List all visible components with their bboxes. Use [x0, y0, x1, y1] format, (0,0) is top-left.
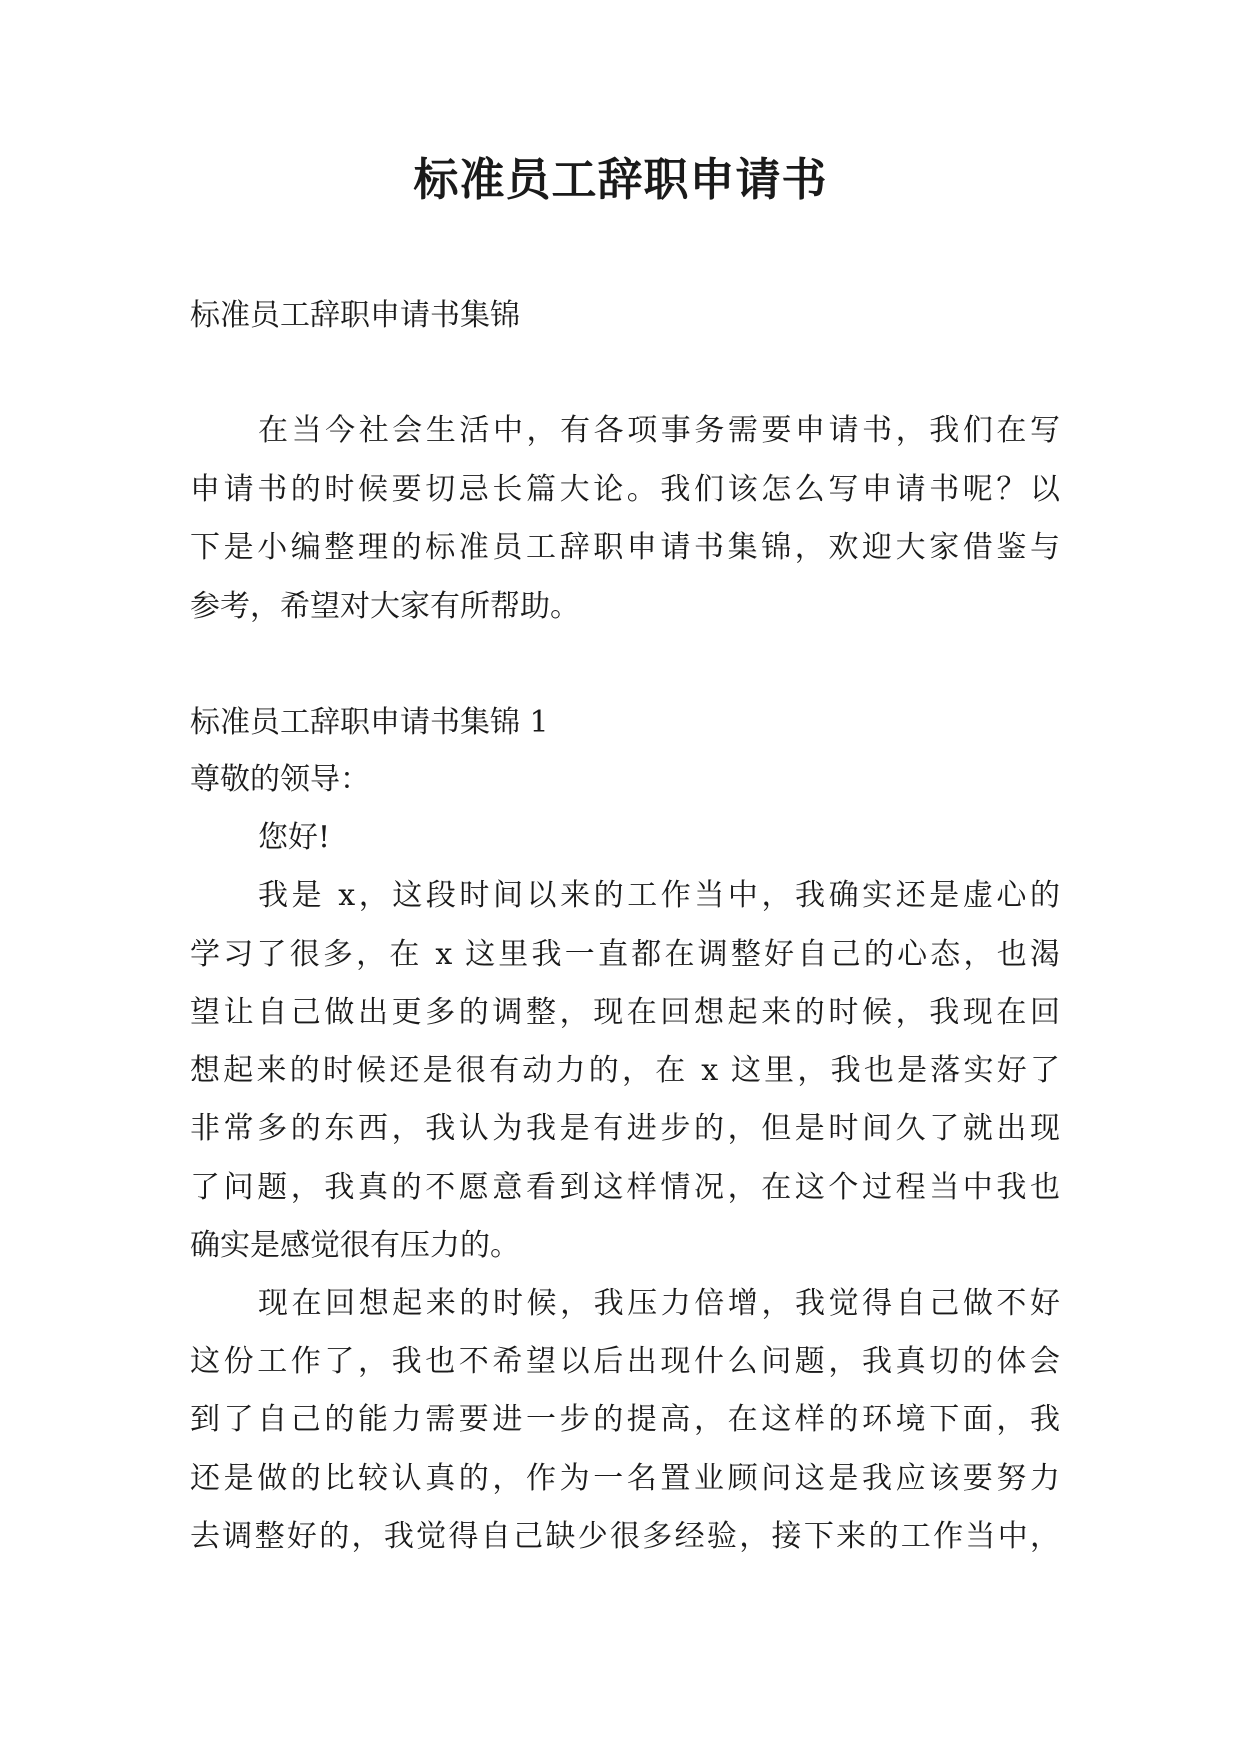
paragraph-line: 现在回想起来的时候，我压力倍增，我觉得自己做不好 [258, 1286, 1060, 1321]
paragraph-line: 我是 x，这段时间以来的工作当中，我确实还是虚心的 [258, 878, 1060, 913]
salutation: 尊敬的领导： [190, 762, 370, 797]
section-heading: 标准员工辞职申请书集锦 1 [190, 705, 549, 740]
paragraph-line: 望让自己做出更多的调整，现在回想起来的时候，我现在回 [190, 995, 1060, 1030]
paragraph-line: 想起来的时候还是很有动力的，在 x 这里，我也是落实好了 [190, 1053, 1060, 1088]
paragraph-line: 学习了很多，在 x 这里我一直都在调整好自己的心态，也渴 [190, 937, 1060, 972]
greeting: 您好! [258, 820, 331, 855]
intro-line: 申请书的时候要切忌长篇大论。我们该怎么写申请书呢？以 [190, 472, 1060, 507]
intro-line: 参考，希望对大家有所帮助。 [190, 589, 580, 624]
intro-line: 下是小编整理的标准员工辞职申请书集锦，欢迎大家借鉴与 [190, 530, 1060, 565]
document-title: 标准员工辞职申请书 [413, 153, 828, 206]
document-subtitle: 标准员工辞职申请书集锦 [190, 298, 520, 333]
paragraph-line: 非常多的东西，我认为我是有进步的，但是时间久了就出现 [190, 1111, 1060, 1146]
paragraph-line: 到了自己的能力需要进一步的提高，在这样的环境下面，我 [190, 1402, 1060, 1437]
paragraph-line: 了问题，我真的不愿意看到这样情况，在这个过程当中我也 [190, 1170, 1060, 1205]
paragraph-line: 去调整好的，我觉得自己缺少很多经验，接下来的工作当中， [190, 1519, 1060, 1554]
paragraph-line: 还是做的比较认真的，作为一名置业顾问这是我应该要努力 [190, 1461, 1060, 1496]
intro-line: 在当今社会生活中，有各项事务需要申请书，我们在写 [258, 413, 1060, 448]
paragraph-line: 这份工作了，我也不希望以后出现什么问题，我真切的体会 [190, 1344, 1060, 1379]
paragraph-line: 确实是感觉很有压力的。 [190, 1228, 520, 1263]
